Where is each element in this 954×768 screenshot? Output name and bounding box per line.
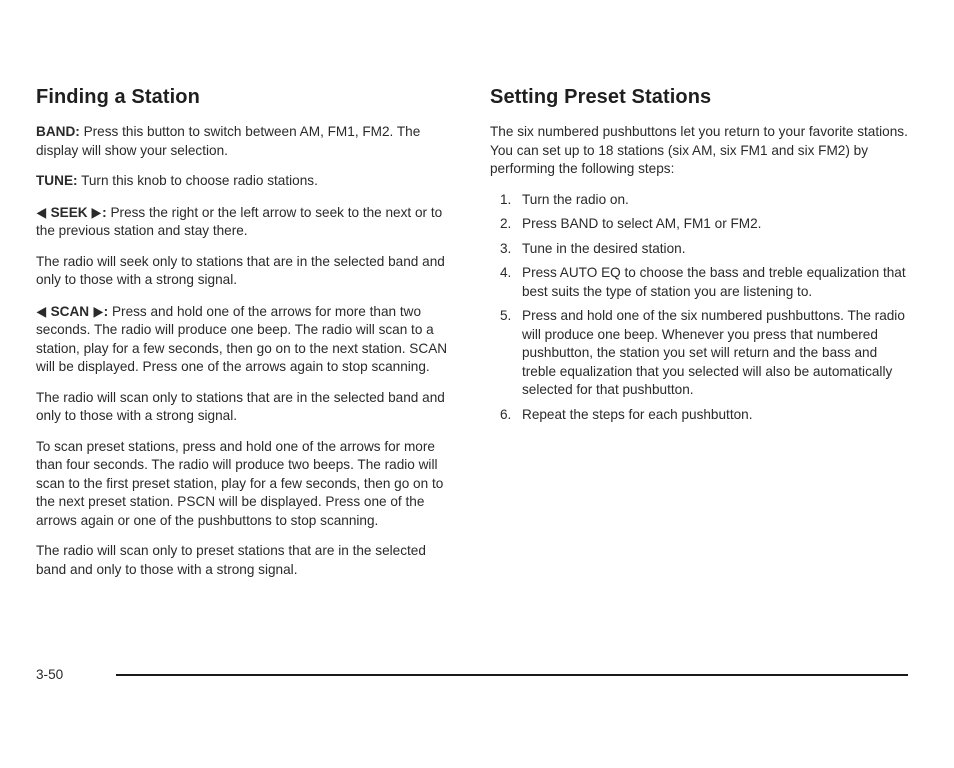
left-column [36, 86, 456, 591]
seek-term: SEEK [50, 204, 88, 220]
tune-paragraph [36, 172, 456, 191]
band-paragraph [36, 123, 456, 160]
step-text: Press and hold one of the six numbered pushbuttons. The radio will produce one beep. Whenever you press that numbered pushbutton, the station you set will return and the bass and treble equalization that you selected will also be automatically selected for that pushbutton. [522, 308, 905, 397]
step-text: Tune in the desired station. [522, 240, 686, 256]
scan-colon: : [103, 303, 109, 319]
step-number: 4. [500, 265, 512, 280]
step-text: Repeat the steps for each pushbutton. [522, 406, 753, 422]
scan-term: SCAN [50, 303, 90, 319]
preset-scan-note: The radio will scan only to preset stations that are in the selected band and only to those with a strong signal. [36, 543, 426, 577]
right-arrow-icon: ▶ [93, 302, 104, 319]
tune-text: Turn this knob to choose radio stations. [81, 173, 318, 188]
list-item [490, 240, 910, 259]
left-arrow-icon: ◀ [36, 203, 47, 220]
seek-note: The radio will seek only to stations that are in the selected band and only to those with a strong signal. [36, 253, 445, 287]
presets-intro: The six numbered pushbuttons let you return to your favorite stations. You can set up to 18 stations (six AM, six FM1 and six FM2) by performing the following steps: [490, 124, 908, 176]
left-arrow-icon: ◀ [36, 302, 47, 319]
step-text: Press BAND to select AM, FM1 or FM2. [522, 216, 762, 231]
steps-list [490, 191, 910, 425]
seek-colon: : [102, 204, 107, 220]
step-number: 3. [500, 240, 512, 256]
step-number: 5. [500, 308, 512, 323]
list-item [490, 215, 910, 234]
list-item [490, 307, 910, 400]
list-item [490, 264, 910, 301]
step-number: 6. [500, 406, 512, 422]
footer-divider [116, 674, 908, 676]
step-number: 2. [500, 216, 512, 231]
step-text: Press AUTO EQ to choose the bass and treble equalization that best suits the type of station you are listening to. [522, 265, 906, 299]
seek-text: Press the right or the left arrow to seek to the next or to the previous station and stay there. [36, 204, 443, 238]
band-term: BAND: [36, 124, 80, 139]
scan-text: Press and hold one of the arrows for more than two seconds. The radio will produce one beep. The radio will scan to a station, play for a few seconds, then go on to the next station. SCAN will be displayed. Press one of the arrows again to stop scanning. [36, 303, 448, 374]
list-item [490, 406, 910, 425]
section-heading-setting-presets: Setting Preset Stations [490, 86, 712, 108]
scan-paragraph [36, 302, 456, 377]
right-column [490, 86, 910, 430]
list-item [490, 191, 910, 210]
page-number: 3-50 [36, 667, 64, 682]
preset-scan-paragraph: To scan preset stations, press and hold one of the arrows for more than four seconds. The radio will produce two beeps. The radio will scan to the first preset station, play for a few seconds, then go on to the next preset station. PSCN will be displayed. Press one of the arrows again or one of the pushbuttons to stop scanning. [36, 438, 444, 528]
seek-paragraph [36, 203, 456, 241]
step-text: Turn the radio on. [522, 191, 629, 207]
step-number: 1. [500, 191, 512, 207]
tune-term: TUNE: [36, 173, 78, 188]
right-arrow-icon: ▶ [91, 203, 102, 220]
band-text: Press this button to switch between AM, FM1, FM2. The display will show your selection. [36, 124, 421, 158]
section-heading-finding-station: Finding a Station [36, 86, 200, 108]
scan-note: The radio will scan only to stations that are in the selected band and only to those with a strong signal. [36, 389, 445, 423]
